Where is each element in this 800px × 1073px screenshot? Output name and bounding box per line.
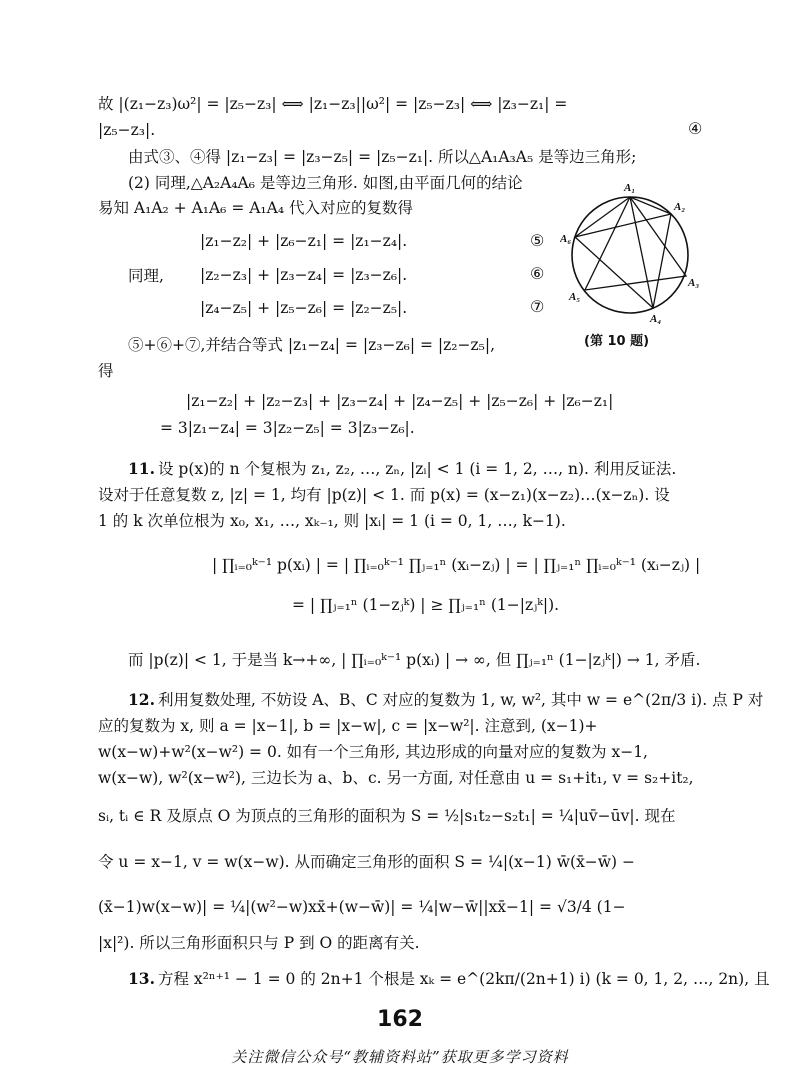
problem-11-line-1: 设 p(x)的 n 个复根为 z₁, z₂, …, zₙ, |zᵢ| < 1 (i = 1, 2, …, n). 利用反证法. [158,460,677,478]
text-line-3: 由式③、④得 |z₁−z₃| = |z₃−z₅| = |z₅−z₁|. 所以△A₁A₃A₅ 是等边三角形; [128,148,637,166]
label-a1: A₁ [624,182,636,194]
problem-12-number: 12. [128,690,155,709]
equation-sum-2: = 3|z₁−z₄| = 3|z₂−z₅| = 3|z₃−z₆|. [160,419,415,437]
problem-11-equation-1: | ∏ᵢ₌₀ᵏ⁻¹ p(xᵢ) | = | ∏ᵢ₌₀ᵏ⁻¹ ∏ⱼ₌₁ⁿ (xᵢ−zⱼ) | = | ∏ⱼ₌₁ⁿ ∏ᵢ₌₀ᵏ⁻¹ (xᵢ−zⱼ) | [212,556,701,574]
problem-11-line-3: 1 的 k 次单位根为 x₀, x₁, …, xₖ₋₁, 则 |xᵢ| = 1 (i = 0, 1, …, k−1). [98,512,566,530]
label-a3: A₃ [688,277,700,289]
label-a6: A₆ [560,233,572,245]
problem-13-number: 13. [128,969,155,988]
tag-4: ④ [688,119,703,138]
text-tongli: 同理, [128,267,164,285]
hexagram-figure [560,180,700,330]
text-line-5: 易知 A₁A₂ + A₁A₆ = A₁A₄ 代入对应的复数得 [98,199,413,217]
label-a5: A₅ [569,291,581,303]
tag-5: ⑤ [530,231,545,250]
problem-12-line-6: 令 u = x−1, v = w(x−w). 从而确定三角形的面积 S = ¼|(x−1) w̄(x̄−w̄) − [98,853,636,871]
problem-13-line-1: 方程 x²ⁿ⁺¹ − 1 = 0 的 2n+1 个根是 xₖ = e^(2kπ/(2n+1) i) (k = 0, 1, 2, …, 2n), 且 [158,970,770,988]
footer-note: 关注微信公众号“教辅资料站”获取更多学习资料 [231,1048,569,1066]
problem-11-line-4: 而 |p(z)| < 1, 于是当 k→+∞, | ∏ᵢ₌₀ᵏ⁻¹ p(xᵢ) | → ∞, 但 ∏ⱼ₌₁ⁿ (1−|zⱼᵏ|) → 1, 矛盾. [128,651,701,669]
tag-6: ⑥ [530,264,545,283]
problem-12-line-8: |x|²). 所以三角形面积只与 P 到 O 的距离有关. [98,934,420,952]
problem-12-line-4: w(x−w), w²(x−w²), 三边长为 a、b、c. 另一方面, 对任意由 u = s₁+it₁, v = s₂+it₂, [98,769,694,787]
figure-caption: (第 10 题) [584,334,650,349]
text-line-4: (2) 同理,△A₂A₄A₆ 是等边三角形. 如图,由平面几何的结论 [128,174,523,192]
page-number: 162 [377,1007,423,1032]
problem-11-equation-2: = | ∏ⱼ₌₁ⁿ (1−zⱼᵏ) | ≥ ∏ⱼ₌₁ⁿ (1−|zⱼᵏ|). [292,596,560,614]
problem-12-line-2: 应的复数为 x, 则 a = |x−1|, b = |x−w|, c = |x−w²|. 注意到, (x−1)+ [98,717,598,735]
figure-chords [575,197,686,308]
text-line-de: 得 [98,362,114,380]
problem-12-line-7: (x̄−1)w(x−w)| = ¼|(w²−w)xx̄+(w−w̄)| = ¼|w−w̄||xx̄−1| = √3/4 (1− [98,898,626,916]
text-line-2: |z₅−z₃|. [98,121,156,139]
text-line-1: 故 |(z₁−z₃)ω²| = |z₅−z₃| ⟺ |z₁−z₃||ω²| = |z₅−z₃| ⟺ |z₃−z₁| = [98,95,568,113]
equation-7: |z₄−z₅| + |z₅−z₆| = |z₂−z₅|. [200,299,408,317]
problem-11-number: 11. [128,459,155,478]
problem-11-line-2: 设对于任意复数 z, |z| = 1, 均有 |p(z)| < 1. 而 p(x) = (x−z₁)(x−z₂)…(x−zₙ). 设 [98,486,670,504]
tag-7: ⑦ [530,297,545,316]
equation-6: |z₂−z₃| + |z₃−z₄| = |z₃−z₆|. [200,266,408,284]
label-a2: A₂ [674,201,686,213]
problem-12-line-1: 利用复数处理, 不妨设 A、B、C 对应的复数为 1, w, w², 其中 w = e^(2π/3 i). 点 P 对 [158,691,764,709]
text-line-combine: ⑤+⑥+⑦,并结合等式 |z₁−z₄| = |z₃−z₆| = |z₂−z₅|, [128,336,496,354]
label-a4: A₄ [650,313,662,325]
problem-12-line-3: w(x−w)+w²(x−w²) = 0. 如有一个三角形, 其边形成的向量对应的复数为 x−1, [98,743,648,761]
equation-sum: |z₁−z₂| + |z₂−z₃| + |z₃−z₄| + |z₄−z₅| + |z₅−z₆| + |z₆−z₁| [186,392,614,410]
equation-5: |z₁−z₂| + |z₆−z₁| = |z₁−z₄|. [200,232,408,250]
problem-12-line-5: sᵢ, tᵢ ∈ R 及原点 O 为顶点的三角形的面积为 S = ½|s₁t₂−s₂t₁| = ¼|uv̄−ūv|. 现在 [98,807,676,825]
